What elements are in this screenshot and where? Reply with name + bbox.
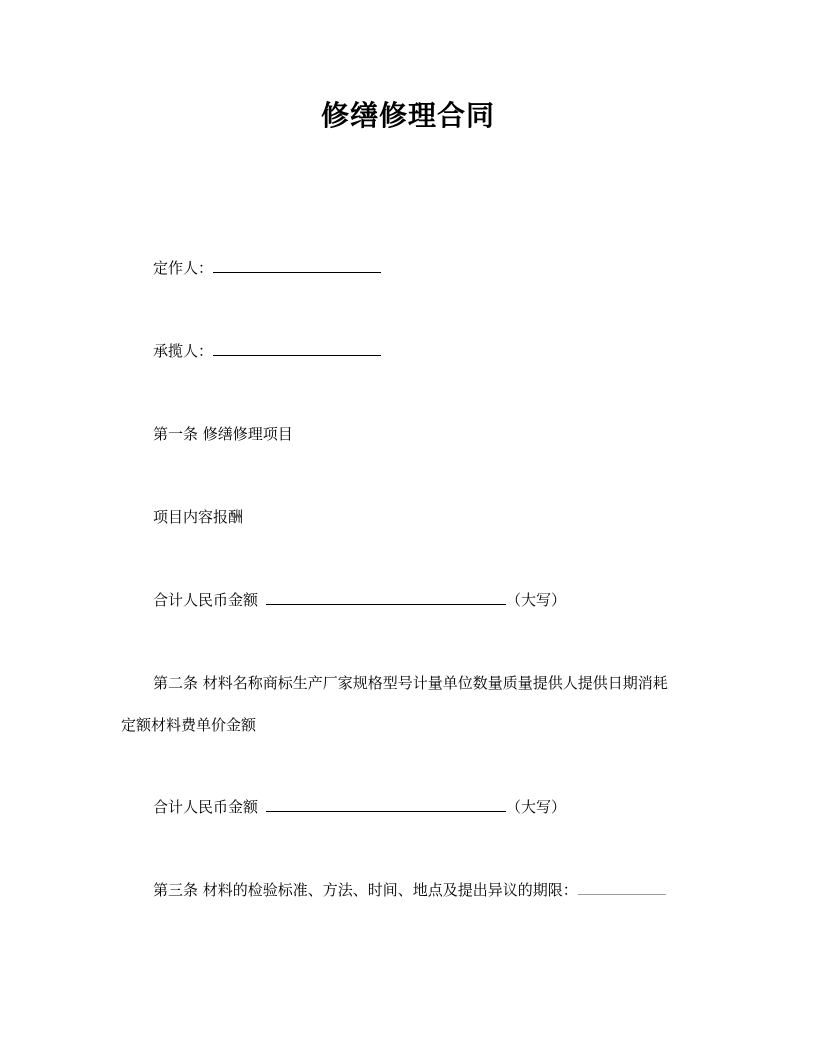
article-3-blank[interactable] [578,880,666,895]
document-title: 修缮修理合同 [320,99,495,132]
article-3-heading [153,880,666,900]
article-2-total-suffix: （大写） [506,798,567,816]
party-a-field [153,258,381,278]
article-1-total-blank[interactable] [266,590,506,605]
party-b-blank[interactable] [213,341,381,356]
article-1-total [153,590,566,610]
article-1-total-label: 合计人民币金额 [153,591,259,609]
article-2-total-label: 合计人民币金额 [153,798,259,816]
party-a-blank[interactable] [213,258,381,273]
article-2-heading-line2: 定额材料费单价金额 [121,716,257,734]
article-2-total [153,797,566,817]
article-1-heading: 第一条 修缮修理项目 [153,425,293,443]
party-a-label: 定作人： [153,259,214,277]
article-2-total-blank[interactable] [266,797,506,812]
article-1-columns: 项目内容报酬 [153,508,244,526]
article-2-heading-line1: 第二条 材料名称商标生产厂家规格型号计量单位数量质量提供人提供日期消耗 [153,674,668,692]
article-1-total-suffix: （大写） [506,591,567,609]
article-3-heading-text: 第三条 材料的检验标准、方法、时间、地点及提出异议的期限： [153,881,578,899]
party-b-field [153,341,381,361]
party-b-label: 承揽人： [153,342,214,360]
